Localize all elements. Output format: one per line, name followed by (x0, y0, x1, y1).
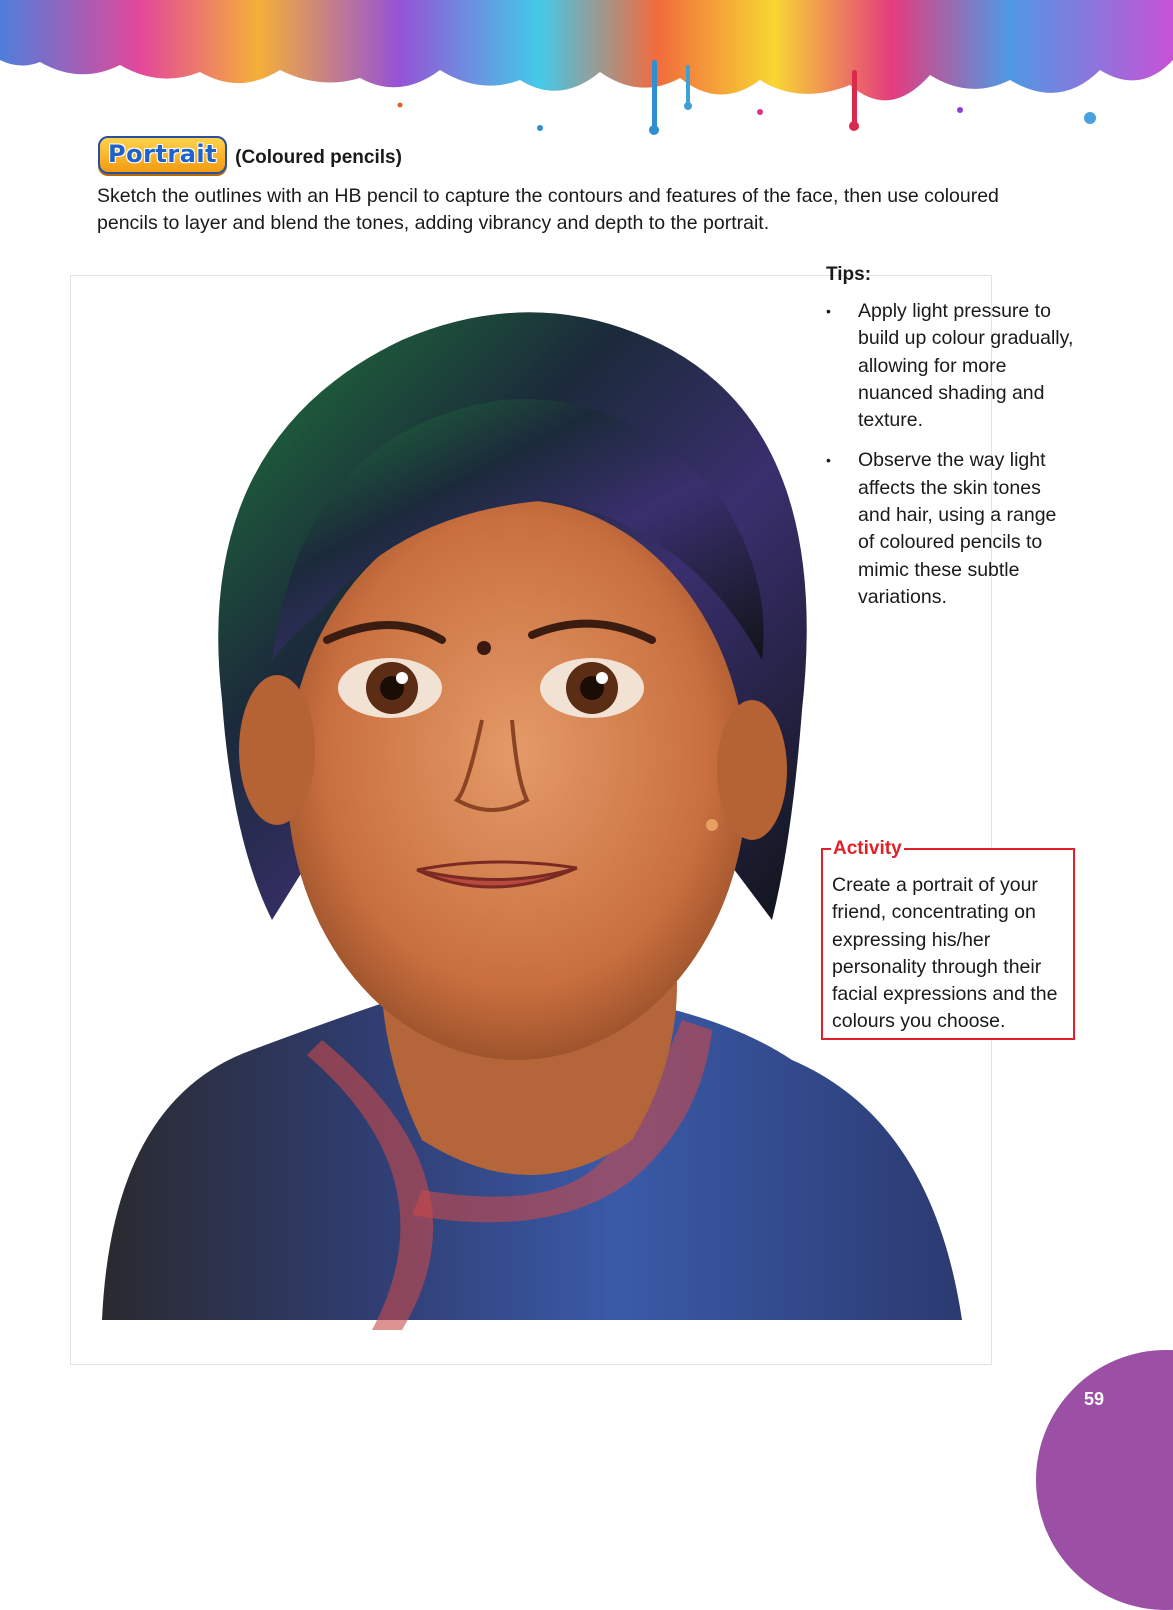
bullet-icon: • (826, 303, 831, 319)
activity-box (821, 838, 1075, 1040)
intro-paragraph: Sketch the outlines with an HB pencil to capture the contours and features of the face, then use coloured pencils to layer and blend the tones, adding vibrancy and depth to the portrait. (97, 185, 999, 234)
tip-item (826, 447, 1076, 611)
portrait-badge: Portrait (98, 136, 227, 174)
page-number: 59 (1084, 1389, 1105, 1409)
bullet-icon: • (826, 452, 831, 469)
subtitle: (Coloured pencils) (235, 147, 402, 168)
tips-list (826, 298, 1076, 624)
title-row (98, 135, 402, 175)
activity-text: Create a portrait of your friend, concentrating on expressing his/her personality through their facial expressions and the colours you choose. (832, 874, 1058, 1033)
activity-title: Activity (833, 838, 902, 859)
tip-text: Apply light pressure to build up colour gradually, allowing for more nuanced shading and texture. (858, 300, 1074, 432)
paint-splash-banner (0, 0, 1173, 140)
tip-item (826, 298, 1076, 434)
page-number-circle (1036, 1350, 1173, 1610)
tips-heading: Tips: (826, 264, 872, 285)
tip-text: Observe the way light affects the skin tones and hair, using a range of coloured pencils to mimic these subtle variations. (858, 449, 1057, 608)
